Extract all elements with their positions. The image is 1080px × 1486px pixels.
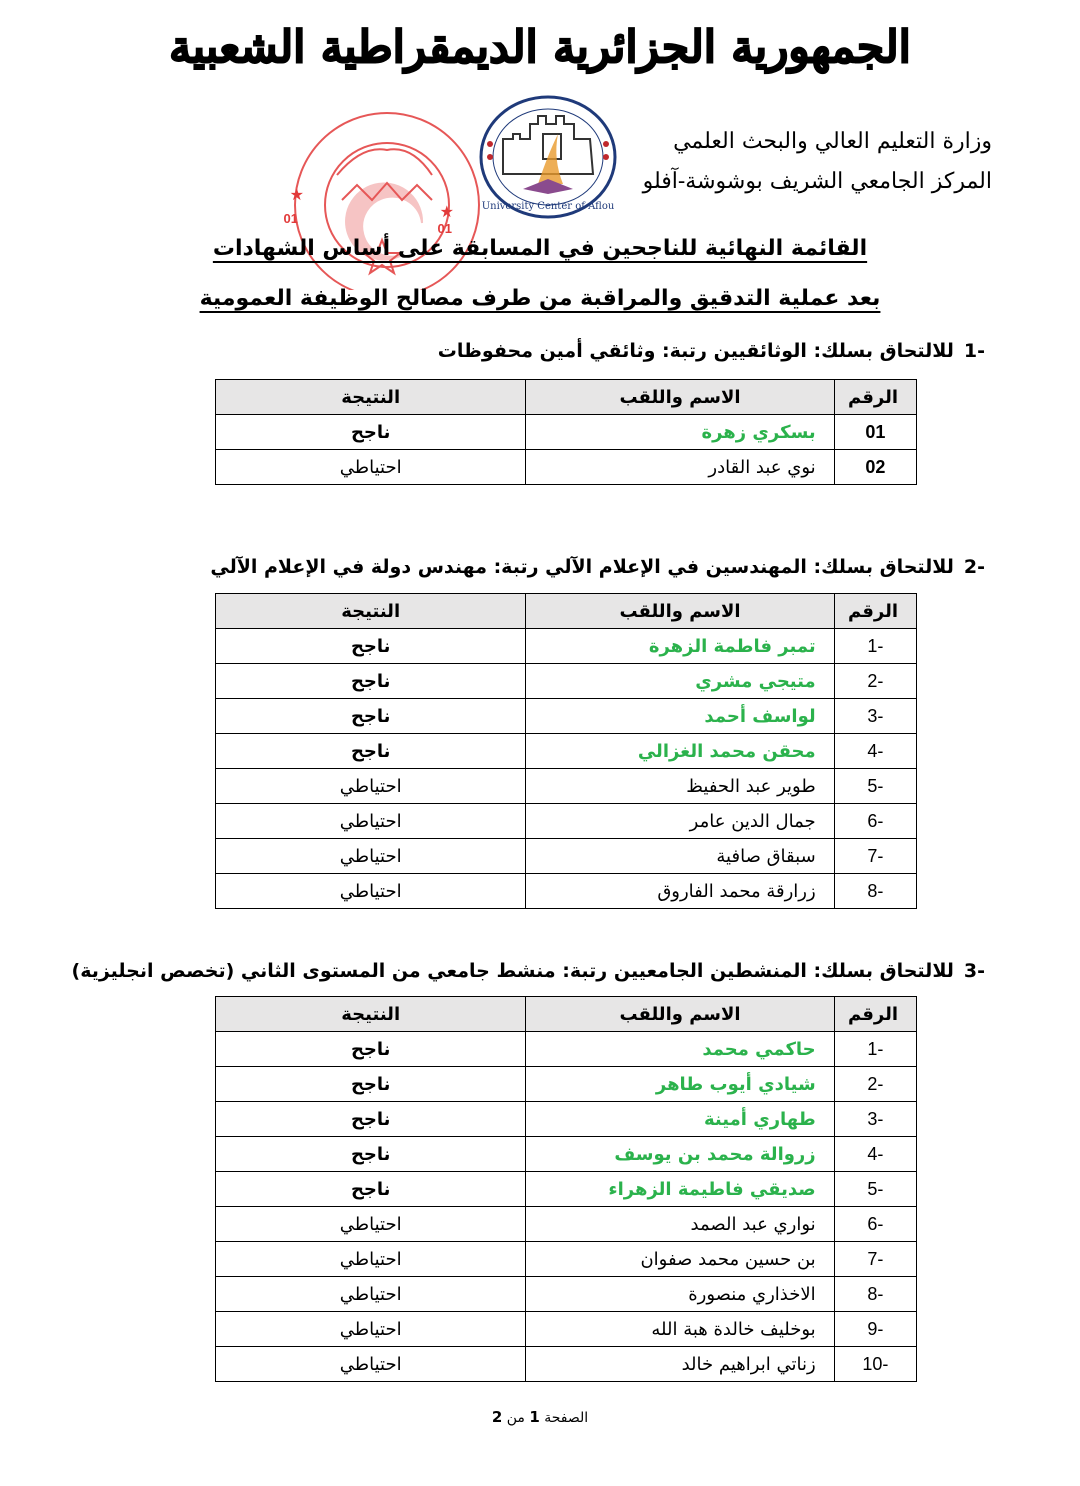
row-name: جمال الدين عامر [526, 804, 834, 839]
ministry-block [643, 122, 992, 202]
table-row [216, 664, 917, 699]
table-header-row [216, 997, 917, 1032]
row-name: زناتي ابراهيم خالد [526, 1347, 834, 1382]
center-name: المركز الجامعي الشريف بوشوشة-آفلو [642, 169, 992, 194]
row-result: ناجح [216, 415, 526, 450]
row-name: زروالة محمد بن يوسف [526, 1137, 834, 1172]
row-result: احتياطي [216, 839, 526, 874]
table-row [216, 1347, 917, 1382]
row-result: ناجح [216, 699, 526, 734]
row-number: -4 [834, 734, 916, 769]
table-row [216, 1067, 917, 1102]
column-header-name: الاسم واللقب [526, 594, 834, 629]
column-header-name: الاسم واللقب [526, 997, 834, 1032]
results-table-1 [215, 379, 917, 485]
results-table-2 [215, 593, 917, 909]
row-name: لواسف أحمد [526, 699, 834, 734]
table-row [216, 1242, 917, 1277]
row-number: -10 [834, 1347, 916, 1382]
svg-text:★: ★ [289, 185, 304, 204]
row-name: بن حسين محمد صفوان [526, 1242, 834, 1277]
table-row [216, 839, 917, 874]
table-row [216, 1172, 917, 1207]
table-row [216, 734, 917, 769]
section-number: -3 [963, 960, 985, 982]
table-row [216, 804, 917, 839]
row-result: احتياطي [216, 874, 526, 909]
table-row [216, 1137, 917, 1172]
section-title: للالتحاق بسلك: المهندسين في الإعلام الآلي رتبة: مهندس دولة في الإعلام الآلي [210, 556, 954, 578]
row-number: -2 [834, 1067, 916, 1102]
row-name: نوي عبد القادر [526, 450, 834, 485]
row-number: 01 [834, 415, 916, 450]
results-table-3 [215, 996, 917, 1382]
row-result: ناجح [216, 1032, 526, 1067]
row-number: -8 [834, 874, 916, 909]
column-header-number: الرقم [834, 380, 916, 415]
row-number: -4 [834, 1137, 916, 1172]
row-result: احتياطي [216, 1277, 526, 1312]
row-number: -5 [834, 1172, 916, 1207]
row-name: تمبر فاطمة الزهرة [526, 629, 834, 664]
row-result: ناجح [216, 734, 526, 769]
university-logo-icon [478, 94, 618, 220]
row-name: محقن محمد الغزالي [526, 734, 834, 769]
page-word: الصفحة [544, 1410, 589, 1426]
table-row [216, 1207, 917, 1242]
row-result: احتياطي [216, 1242, 526, 1277]
row-name: الاخذاري منصورة [526, 1277, 834, 1312]
row-name: متيجي مشري [526, 664, 834, 699]
row-name: سبقاق صافية [526, 839, 834, 874]
row-number: 02 [834, 450, 916, 485]
table-header-row [216, 380, 917, 415]
svg-text:University Center of Aflou: University Center of Aflou [481, 201, 615, 212]
row-result: احتياطي [216, 804, 526, 839]
table-row [216, 1312, 917, 1347]
row-number: -1 [834, 629, 916, 664]
row-number: -6 [834, 1207, 916, 1242]
column-header-result: النتيجة [216, 997, 526, 1032]
row-result: احتياطي [216, 1312, 526, 1347]
row-result: ناجح [216, 1067, 526, 1102]
row-number: -3 [834, 1102, 916, 1137]
section-3-heading [72, 960, 985, 982]
table-row [216, 874, 917, 909]
row-result: احتياطي [216, 450, 526, 485]
table-row [216, 629, 917, 664]
row-name: نواري عبد الصمد [526, 1207, 834, 1242]
row-number: -6 [834, 804, 916, 839]
republic-heading: الجمهورية الجزائرية الديمقراطية الشعبية [169, 22, 911, 73]
column-header-name: الاسم واللقب [526, 380, 834, 415]
row-name: شيادي أيوب طاهر [526, 1067, 834, 1102]
section-title: للالتحاق بسلك: الوثائقيين رتبة: وثائقي أمين محفوظات [437, 340, 954, 362]
row-name: حاكمي محمد [526, 1032, 834, 1067]
row-result: احتياطي [216, 1347, 526, 1382]
row-result: ناجح [216, 664, 526, 699]
table-row [216, 450, 917, 485]
column-header-number: الرقم [834, 997, 916, 1032]
svg-text:★: ★ [439, 202, 454, 221]
row-number: -9 [834, 1312, 916, 1347]
current-page: 1 [529, 1408, 540, 1426]
table-row [216, 699, 917, 734]
row-number: -5 [834, 769, 916, 804]
ministry-name: وزارة التعليم العالي والبحث العلمي [673, 129, 992, 154]
section-number: -1 [963, 340, 985, 362]
ministry-stamp-icon [282, 105, 487, 290]
table-header-row [216, 594, 917, 629]
column-header-number: الرقم [834, 594, 916, 629]
svg-text:01: 01 [437, 221, 452, 236]
row-result: احتياطي [216, 769, 526, 804]
row-result: ناجح [216, 1137, 526, 1172]
table-row [216, 415, 917, 450]
section-title: للالتحاق بسلك: المنشطين الجامعيين رتبة: منشط جامعي من المستوى الثاني (تخصص انجليزية) [71, 960, 954, 982]
row-number: -2 [834, 664, 916, 699]
column-header-result: النتيجة [216, 380, 526, 415]
total-pages: 2 [491, 1408, 503, 1426]
row-name: صديقي فاطيمة الزهراء [526, 1172, 834, 1207]
of-word: من [506, 1410, 525, 1426]
table-row [216, 1032, 917, 1067]
table-row [216, 769, 917, 804]
document-title-line1: القائمة النهائية للناجحين في المسابقة على أساس الشهادات [212, 236, 868, 261]
row-result: ناجح [216, 1102, 526, 1137]
row-result: ناجح [216, 1172, 526, 1207]
row-name: بسكري زهرة [526, 415, 834, 450]
column-header-result: النتيجة [216, 594, 526, 629]
page-footer [0, 1408, 1080, 1426]
svg-text:01: 01 [283, 211, 298, 226]
row-result: ناجح [216, 629, 526, 664]
row-number: -8 [834, 1277, 916, 1312]
table-row [216, 1277, 917, 1312]
row-number: -1 [834, 1032, 916, 1067]
section-number: -2 [963, 556, 985, 578]
row-name: طوير عبد الحفيظ [526, 769, 834, 804]
row-name: زرارقة محمد الفاروق [526, 874, 834, 909]
row-result: احتياطي [216, 1207, 526, 1242]
table-row [216, 1102, 917, 1137]
document-title-line2: بعد عملية التدقيق والمراقبة من طرف مصالح الوظيفة العمومية [199, 286, 881, 311]
row-name: بوخليف خالدة هبة الله [526, 1312, 834, 1347]
section-1-heading [438, 340, 985, 362]
row-number: -3 [834, 699, 916, 734]
row-number: -7 [834, 1242, 916, 1277]
section-2-heading [210, 556, 985, 578]
row-name: طهاري أمينة [526, 1102, 834, 1137]
row-number: -7 [834, 839, 916, 874]
